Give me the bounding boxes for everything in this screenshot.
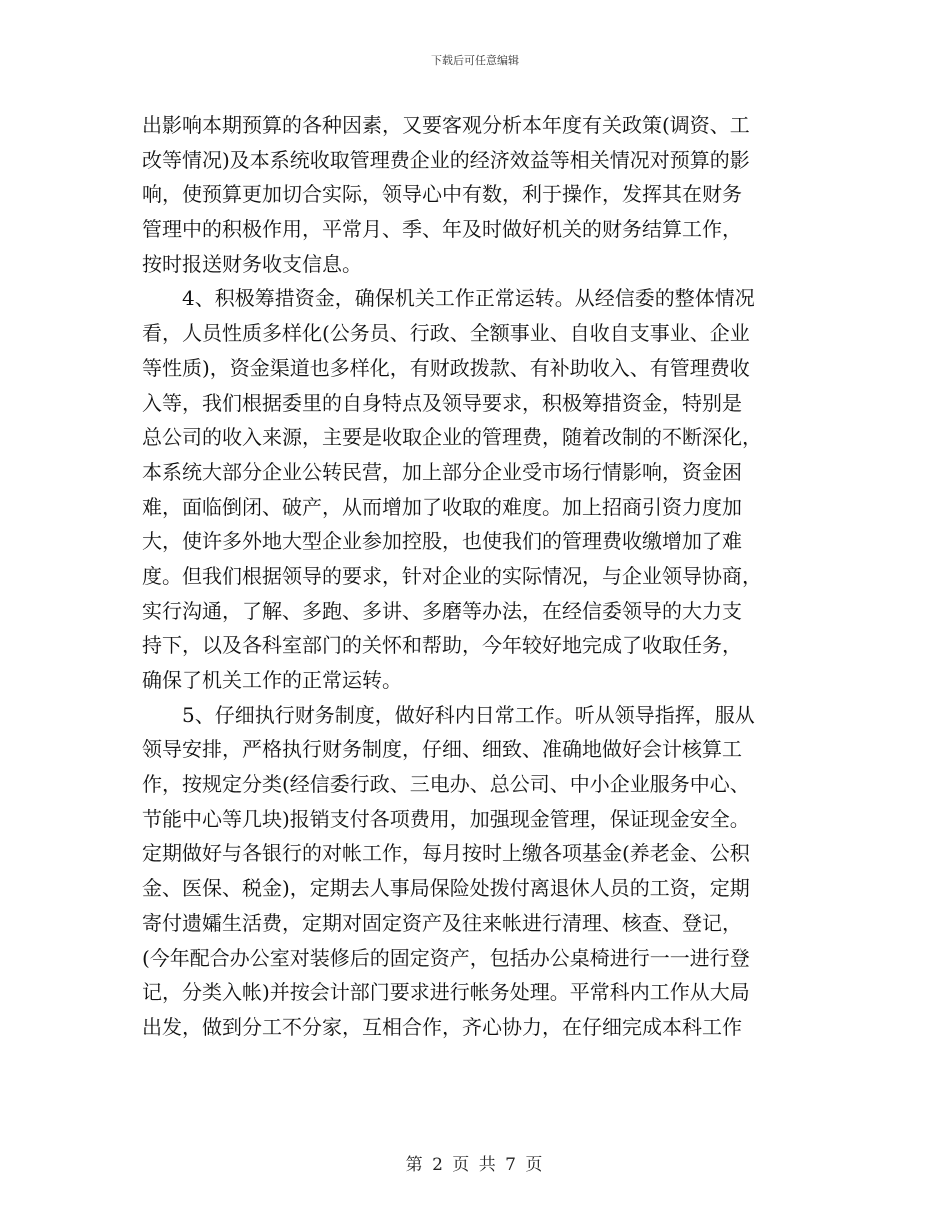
text-line: (今年配合办公室对装修后的固定资产，包括办公桌椅进行一一进行登 — [142, 945, 750, 970]
text-line: 金、医保、税金)，定期去人事局保险处拨付离退休人员的工资，定期 — [142, 876, 750, 901]
text-line: 管理中的积极作用，平常月、季、年及时做好机关的财务结算工作， — [142, 217, 742, 242]
text-line: 5、仔细执行财务制度，做好科内日常工作。听从领导指挥，服从 — [142, 702, 755, 727]
text-line: 出发，做到分工不分家，互相合作，齐心协力，在仔细完成本科工作 — [142, 1014, 742, 1039]
text-line: 本系统大部分企业公转民营，加上部分企业受市场行情影响，资金困 — [142, 459, 742, 484]
text-line: 看，人员性质多样化(公务员、行政、全额事业、自收自支事业、企业 — [142, 321, 750, 346]
text-line: 响，使预算更加切合实际，领导心中有数，利于操作，发挥其在财务 — [142, 182, 742, 207]
text-line: 按时报送财务收支信息。 — [142, 251, 362, 276]
text-line: 大，使许多外地大型企业参加控股，也使我们的管理费收缴增加了难 — [142, 529, 742, 554]
text-line: 作，按规定分类(经信委行政、三电办、总公司、中小企业服务中心、 — [142, 772, 750, 797]
text-line: 确保了机关工作的正常运转。 — [142, 668, 402, 692]
text-line: 领导安排，严格执行财务制度，仔细、细致、准确地做好会计核算工 — [142, 737, 742, 762]
text-line: 改等情况)及本系统收取管理费企业的经济效益等相关情况对预算的影 — [142, 147, 750, 172]
text-line: 4、积极筹措资金，确保机关工作正常运转。从经信委的整体情况 — [142, 286, 755, 311]
text-line: 节能中心等几块)报销支付各项费用，加强现金管理，保证现金安全。 — [142, 806, 750, 831]
text-line: 寄付遗孀生活费，定期对固定资产及往来帐进行清理、核查、登记， — [142, 910, 742, 935]
text-line: 难，面临倒闭、破产，从而增加了收取的难度。加上招商引资力度加 — [142, 494, 742, 519]
text-line: 记，分类入帐)并按会计部门要求进行帐务处理。平常科内工作从大局 — [142, 980, 750, 1005]
page-number: 第 2 页 共 7 页 — [405, 1155, 545, 1175]
text-line: 度。但我们根据领导的要求，针对企业的实际情况，与企业领导协商， — [142, 563, 762, 588]
text-line: 实行沟通，了解、多跑、多讲、多磨等办法，在经信委领导的大力支 — [142, 598, 742, 623]
page-header: 下载后可任意编辑 — [431, 54, 519, 67]
text-line: 等性质)，资金渠道也多样化，有财政拨款、有补助收入、有管理费收 — [142, 355, 750, 380]
text-line: 入等，我们根据委里的自身特点及领导要求，积极筹措资金，特别是 — [142, 390, 742, 415]
text-line: 出影响本期预算的各种因素，又要客观分析本年度有关政策(调资、工 — [142, 113, 750, 137]
text-line: 定期做好与各银行的对帐工作，每月按时上缴各项基金(养老金、公积 — [142, 841, 750, 866]
text-line: 持下，以及各科室部门的关怀和帮助，今年较好地完成了收取任务， — [142, 633, 742, 658]
document-body — [142, 108, 812, 1045]
text-line: 总公司的收入来源，主要是收取企业的管理费，随着改制的不断深化， — [142, 425, 762, 450]
